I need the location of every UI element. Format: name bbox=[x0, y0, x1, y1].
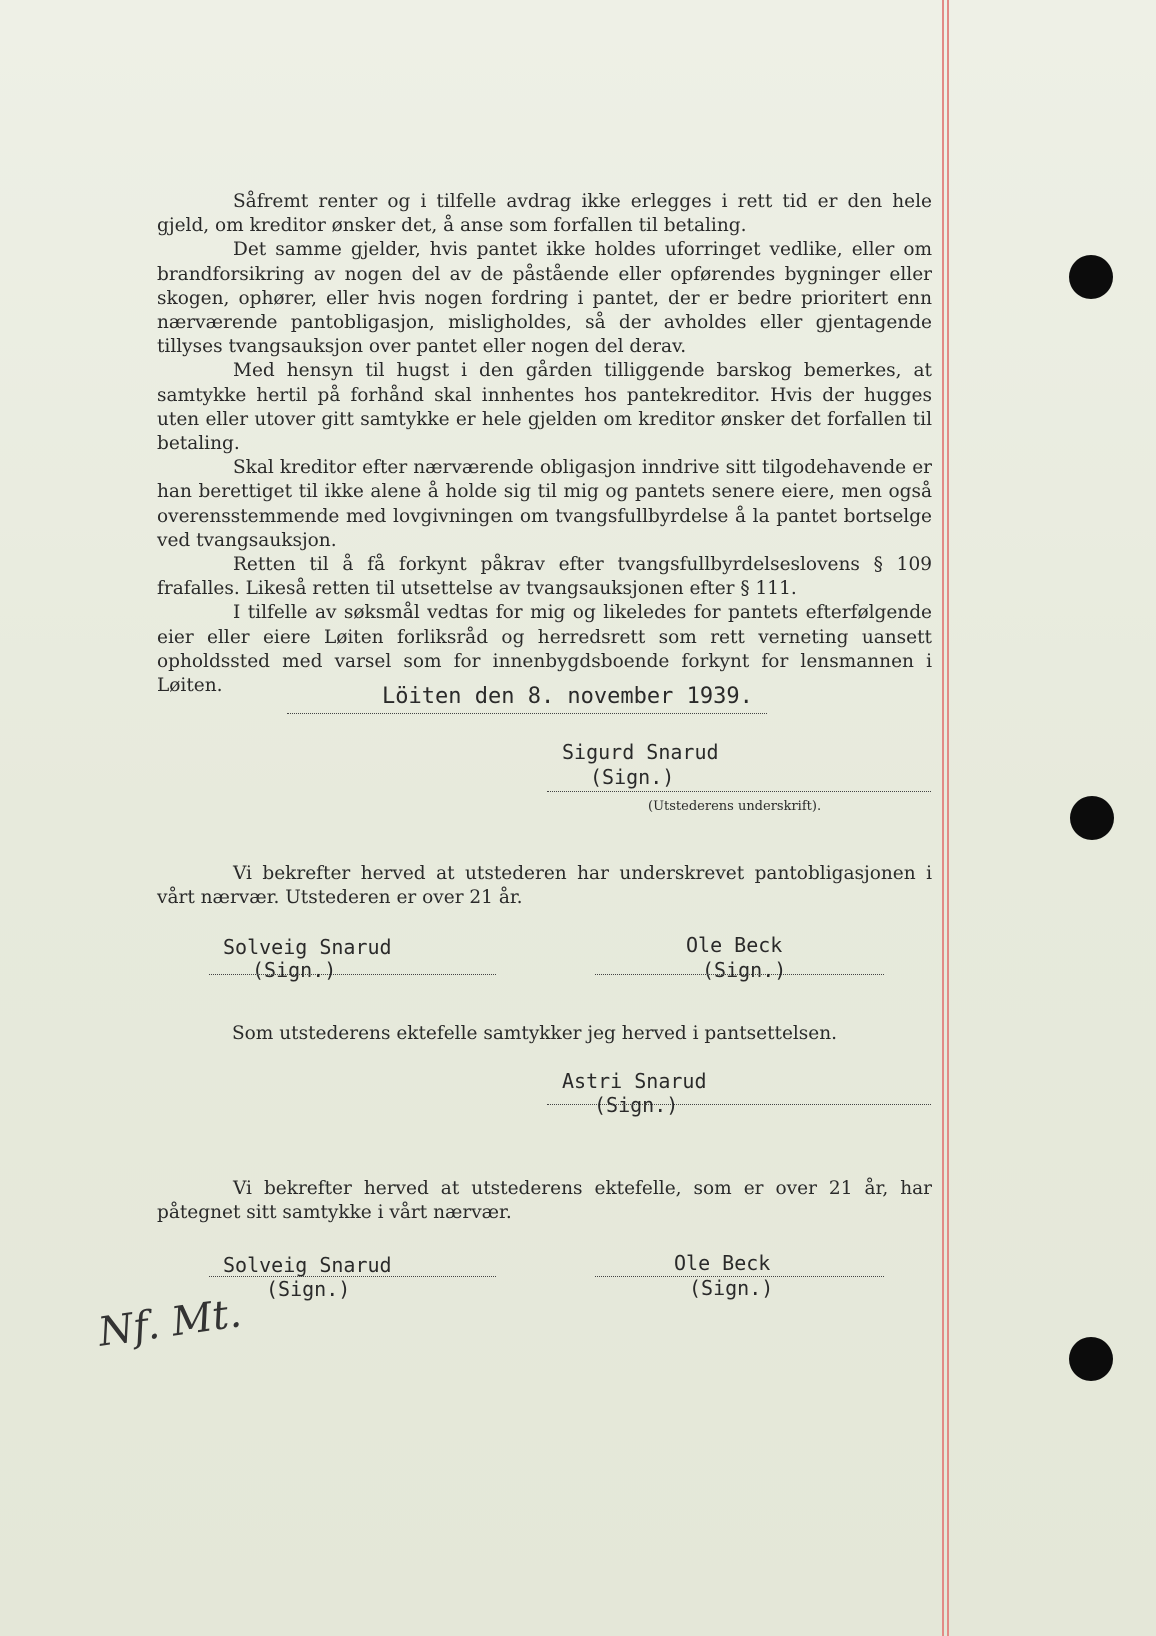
dotted-line bbox=[209, 974, 496, 975]
witness-statement bbox=[157, 862, 932, 910]
dotted-line bbox=[547, 1104, 931, 1105]
place-date: Löiten den 8. november 1939. bbox=[382, 684, 753, 709]
dotted-line bbox=[287, 713, 767, 714]
dotted-line bbox=[547, 791, 931, 792]
witness-name: Solveig Snarud bbox=[223, 1253, 392, 1277]
witness-sign: (Sign.) bbox=[252, 958, 337, 982]
margin-note: Nf. Mt. bbox=[95, 1290, 245, 1356]
witness-name: Solveig Snarud bbox=[223, 935, 392, 959]
paragraph: Skal kreditor efter nærværende obligasjon inndrive sitt tilgodehavende er han berettiget til ikke alene å holde sig til mig og pantets senere eiere, men også overensstemmende med lovgivningen om tvangsfullbyrdelse å la pantet bortselge ved tvangsauksjon. bbox=[157, 457, 932, 551]
punch-hole bbox=[1069, 1337, 1113, 1381]
paragraph: Retten til å få forkynt påkrav efter tvangsfullbyrdelseslovens § 109 frafalles. Likeså retten til utsettelse av tvangsauksjonen efter § 111. bbox=[157, 554, 932, 600]
paragraph: Det samme gjelder, hvis pantet ikke holdes uforringet vedlike, eller om brandforsikring av nogen del av de påstående eller opførendes bygninger eller skogen, ophører, eller hvis nogen fordring i pantet, der er bedre prioritert enn nærværende pantobligasjon, misligholdes, så der avholdes eller gjentagende tillyses tvangsauksjon over pantet eller nogen del derav. bbox=[157, 239, 932, 358]
spouse-name: Astri Snarud bbox=[562, 1069, 707, 1093]
obligation-terms bbox=[157, 190, 932, 698]
punch-hole bbox=[1069, 255, 1113, 299]
witness-sign: (Sign.) bbox=[689, 1276, 774, 1300]
paragraph: Vi bekrefter herved at utstederens ektefelle, som er over 21 år, har påtegnet sitt samtykke i vårt nærvær. bbox=[157, 1178, 932, 1224]
paragraph: Såfremt renter og i tilfelle avdrag ikke erlegges i rett tid er den hele gjeld, om kreditor ønsker det, å anse som forfallen til betaling. bbox=[157, 191, 932, 237]
paragraph: I tilfelle av søksmål vedtas for mig og likeledes for pantets efterfølgende eier eller eiere Løiten forliksråd og herredsrett som rett verneting uansett opholdssted med varsel som for innenbygdsboende forkynt for lensmannen i Løiten. bbox=[157, 602, 932, 697]
issuer-sign: (Sign.) bbox=[590, 765, 675, 789]
witness-name: Ole Beck bbox=[674, 1251, 771, 1275]
dotted-line bbox=[209, 1276, 496, 1277]
witness-sign: (Sign.) bbox=[266, 1277, 351, 1301]
punch-hole bbox=[1070, 796, 1114, 840]
witness-name: Ole Beck bbox=[686, 933, 783, 957]
witness-statement bbox=[157, 1177, 932, 1225]
issuer-caption: (Utstederens underskrift). bbox=[648, 799, 822, 814]
dotted-line bbox=[595, 974, 884, 975]
witness-sign: (Sign.) bbox=[702, 958, 787, 982]
paragraph: Vi bekrefter herved at utstederen har underskrevet pantobligasjonen i vårt nærvær. Utstederen er over 21 år. bbox=[157, 863, 932, 909]
spouse-consent: Som utstederens ektefelle samtykker jeg herved i pantsettelsen. bbox=[232, 1023, 838, 1044]
margin-line bbox=[947, 0, 949, 1636]
margin-line bbox=[942, 0, 944, 1636]
paragraph: Med hensyn til hugst i den gården tilliggende barskog bemerkes, at samtykke hertil på forhånd skal innhentes hos pantekreditor. Hvis der hugges uten eller utover gitt samtykke er hele gjelden om kreditor ønsker det forfallen til betaling. bbox=[157, 360, 932, 455]
spouse-sign: (Sign.) bbox=[594, 1093, 679, 1117]
issuer-name: Sigurd Snarud bbox=[562, 740, 719, 764]
dotted-line bbox=[595, 1276, 884, 1277]
